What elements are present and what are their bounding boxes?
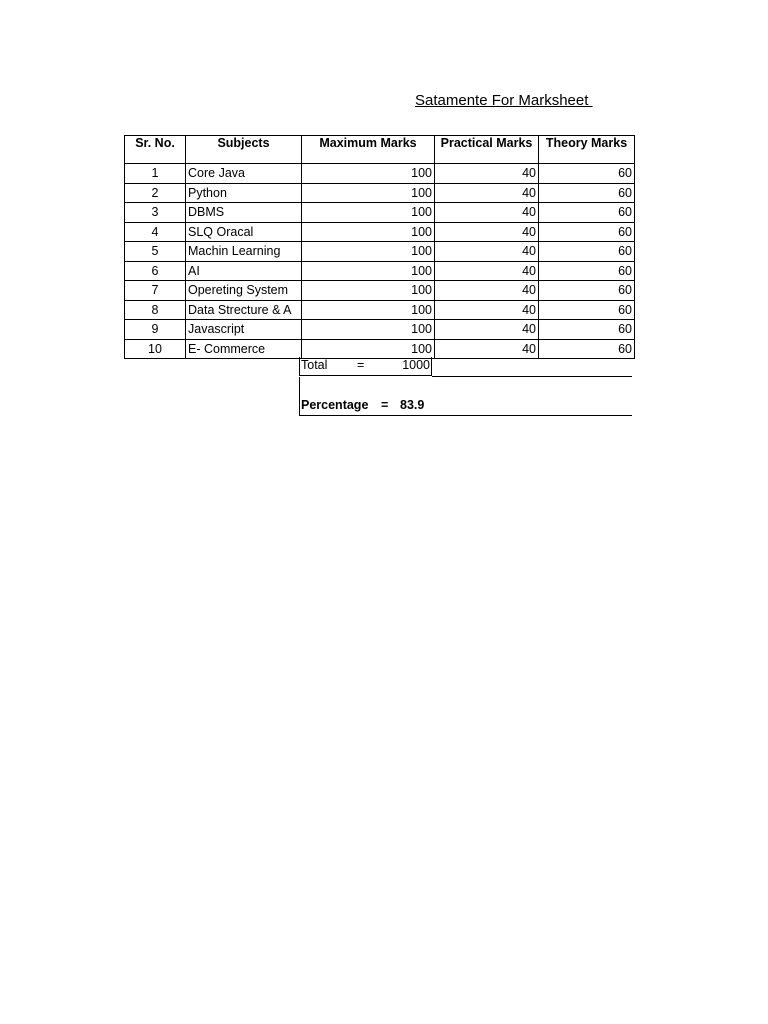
page-title: Satamente For Marksheet bbox=[415, 92, 593, 109]
max-cell: 100 bbox=[302, 183, 435, 203]
theory-cell: 60 bbox=[539, 339, 635, 359]
sr-cell: 6 bbox=[125, 261, 186, 281]
practical-cell: 40 bbox=[435, 320, 539, 340]
table-header-row bbox=[125, 136, 635, 164]
theory-cell: 60 bbox=[539, 300, 635, 320]
subject-cell: Machin Learning bbox=[186, 242, 302, 262]
practical-cell: 40 bbox=[435, 222, 539, 242]
table-row bbox=[125, 222, 635, 242]
subject-cell: Python bbox=[186, 183, 302, 203]
sr-cell: 3 bbox=[125, 203, 186, 223]
percentage-box bbox=[299, 377, 632, 416]
max-cell: 100 bbox=[302, 261, 435, 281]
total-box bbox=[299, 357, 432, 376]
subject-cell: Opereting System bbox=[186, 281, 302, 301]
total-value: 1000 bbox=[402, 358, 430, 372]
practical-cell: 40 bbox=[435, 242, 539, 262]
table-row bbox=[125, 164, 635, 184]
table-row bbox=[125, 203, 635, 223]
max-cell: 100 bbox=[302, 164, 435, 184]
table-row bbox=[125, 320, 635, 340]
practical-cell: 40 bbox=[435, 164, 539, 184]
subject-cell: Core Java bbox=[186, 164, 302, 184]
theory-cell: 60 bbox=[539, 261, 635, 281]
subject-cell: Javascript bbox=[186, 320, 302, 340]
sr-cell: 10 bbox=[125, 339, 186, 359]
header-subjects: Subjects bbox=[186, 136, 302, 164]
max-cell: 100 bbox=[302, 222, 435, 242]
table-row bbox=[125, 183, 635, 203]
sr-cell: 7 bbox=[125, 281, 186, 301]
header-practical-marks: Practical Marks bbox=[435, 136, 539, 164]
practical-cell: 40 bbox=[435, 281, 539, 301]
practical-cell: 40 bbox=[435, 339, 539, 359]
subject-cell: DBMS bbox=[186, 203, 302, 223]
theory-cell: 60 bbox=[539, 222, 635, 242]
header-maximum-marks: Maximum Marks bbox=[302, 136, 435, 164]
max-cell: 100 bbox=[302, 281, 435, 301]
subject-cell: E- Commerce bbox=[186, 339, 302, 359]
sr-cell: 5 bbox=[125, 242, 186, 262]
sr-cell: 2 bbox=[125, 183, 186, 203]
max-cell: 100 bbox=[302, 242, 435, 262]
table-row bbox=[125, 281, 635, 301]
practical-cell: 40 bbox=[435, 183, 539, 203]
header-theory-marks: Theory Marks bbox=[539, 136, 635, 164]
practical-cell: 40 bbox=[435, 203, 539, 223]
marks-table bbox=[124, 135, 635, 359]
theory-cell: 60 bbox=[539, 320, 635, 340]
sr-cell: 1 bbox=[125, 164, 186, 184]
table-row bbox=[125, 261, 635, 281]
table-row bbox=[125, 339, 635, 359]
percentage-equals: = bbox=[381, 398, 389, 412]
table-row bbox=[125, 300, 635, 320]
sr-cell: 4 bbox=[125, 222, 186, 242]
theory-cell: 60 bbox=[539, 183, 635, 203]
subject-cell: Data Strecture & A bbox=[186, 300, 302, 320]
theory-cell: 60 bbox=[539, 281, 635, 301]
practical-cell: 40 bbox=[435, 300, 539, 320]
header-sr-no: Sr. No. bbox=[125, 136, 186, 164]
percentage-label: Percentage bbox=[301, 398, 369, 412]
max-cell: 100 bbox=[302, 203, 435, 223]
subject-cell: SLQ Oracal bbox=[186, 222, 302, 242]
total-label: Total bbox=[301, 358, 328, 372]
table-row bbox=[125, 242, 635, 262]
max-cell: 100 bbox=[302, 320, 435, 340]
sr-cell: 9 bbox=[125, 320, 186, 340]
sr-cell: 8 bbox=[125, 300, 186, 320]
max-cell: 100 bbox=[302, 300, 435, 320]
theory-cell: 60 bbox=[539, 164, 635, 184]
theory-cell: 60 bbox=[539, 203, 635, 223]
max-cell: 100 bbox=[302, 339, 435, 359]
theory-cell: 60 bbox=[539, 242, 635, 262]
subject-cell: AI bbox=[186, 261, 302, 281]
practical-cell: 40 bbox=[435, 261, 539, 281]
total-equals: = bbox=[357, 358, 365, 372]
percentage-value: 83.9 bbox=[400, 398, 425, 412]
